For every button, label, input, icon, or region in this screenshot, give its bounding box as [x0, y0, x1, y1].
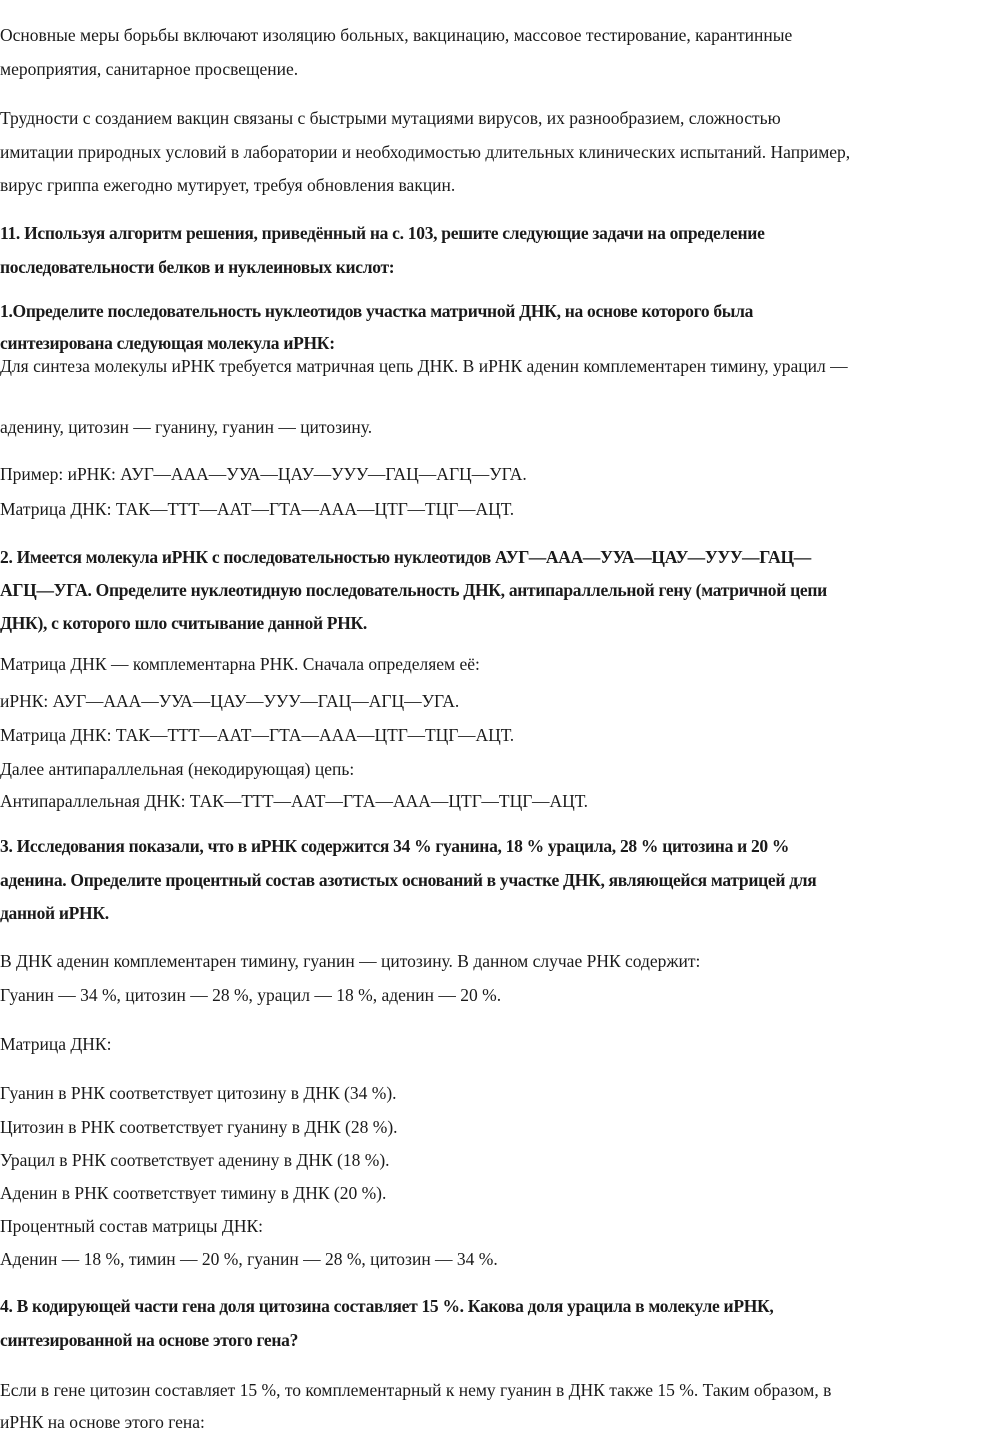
text-line: Основные меры борьбы включают изоляцию больных, вакцинацию, массовое тестирование, карантинные	[0, 25, 793, 45]
text-line: аденину, цитозин — гуанину, гуанин — цитозину.	[0, 417, 373, 437]
text-line: Гуанин в РНК соответствует цитозину в ДНК (34 %).	[0, 1083, 397, 1103]
text-line: мероприятия, санитарное просвещение.	[0, 59, 299, 79]
text-line: 1.Определите последовательность нуклеотидов участка матричной ДНК, на основе которого была	[0, 301, 754, 321]
text-line: иРНК: АУГ—ААА—УУА—ЦАУ—УУУ—ГАЦ—АГЦ—УГА.	[0, 691, 460, 711]
text-line: имитации природных условий в лаборатории и необходимостью длительных клинических испытаний. Например,	[0, 142, 851, 162]
text-line: синтезирована следующая молекула иРНК:	[0, 333, 335, 353]
text-line: иРНК на основе этого гена:	[0, 1412, 205, 1432]
text-line: АГЦ—УГА. Определите нуклеотидную последовательность ДНК, антипараллельной гену (матричной цепи	[0, 580, 827, 600]
text-line: аденина. Определите процентный состав азотистых оснований в участке ДНК, являющейся матрицей для	[0, 870, 817, 890]
text-line: 11. Используя алгоритм решения, приведённый на с. 103, решите следующие задачи на определение	[0, 223, 765, 243]
text-line: 3. Исследования показали, что в иРНК содержится 34 % гуанина, 18 % урацила, 28 % цитозина и 20 %	[0, 836, 790, 856]
text-line: Матрица ДНК — комплементарна РНК. Сначала определяем её:	[0, 654, 480, 674]
text-line: Матрица ДНК: ТАК—ТТТ—ААТ—ГТА—ААА—ЦТГ—ТЦГ—АЦТ.	[0, 725, 515, 745]
text-line: Аденин в РНК соответствует тимину в ДНК (20 %).	[0, 1183, 387, 1203]
text-line: Аденин — 18 %, тимин — 20 %, гуанин — 28 %, цитозин — 34 %.	[0, 1249, 498, 1269]
text-line: Далее антипараллельная (некодирующая) цепь:	[0, 759, 355, 779]
text-line: Цитозин в РНК соответствует гуанину в ДНК (28 %).	[0, 1117, 398, 1137]
text-line: Если в гене цитозин составляет 15 %, то комплементарный к нему гуанин в ДНК также 15 %. Таким образом, в	[0, 1380, 832, 1400]
text-line: Матрица ДНК: ТАК—ТТТ—ААТ—ГТА—ААА—ЦТГ—ТЦГ—АЦТ.	[0, 499, 515, 519]
text-line: 4. В кодирующей части гена доля цитозина составляет 15 %. Какова доля урацила в молекуле иРНК,	[0, 1296, 774, 1316]
text-line: последовательности белков и нуклеиновых кислот:	[0, 257, 395, 277]
text-line: ДНК), с которого шло считывание данной РНК.	[0, 613, 367, 633]
text-line: Антипараллельная ДНК: ТАК—ТТТ—ААТ—ГТА—ААА—ЦТГ—ТЦГ—АЦТ.	[0, 791, 589, 811]
text-line: синтезированной на основе этого гена?	[0, 1330, 299, 1350]
text-line: В ДНК аденин комплементарен тимину, гуанин — цитозину. В данном случае РНК содержит:	[0, 951, 701, 971]
text-line: Урацил в РНК соответствует аденину в ДНК (18 %).	[0, 1150, 390, 1170]
text-line: 2. Имеется молекула иРНК с последовательностью нуклеотидов АУГ—ААА—УУА—ЦАУ—УУУ—ГАЦ—	[0, 547, 811, 567]
text-line: вирус гриппа ежегодно мутирует, требуя обновления вакцин.	[0, 175, 456, 195]
text-line: Матрица ДНК:	[0, 1034, 112, 1054]
text-line: Трудности с созданием вакцин связаны с быстрыми мутациями вирусов, их разнообразием, сложностью	[0, 108, 781, 128]
text-line: Гуанин — 34 %, цитозин — 28 %, урацил — 18 %, аденин — 20 %.	[0, 985, 502, 1005]
text-line: Для синтеза молекулы иРНК требуется матричная цепь ДНК. В иРНК аденин комплементарен тимину, урацил —	[0, 356, 848, 376]
text-line: Пример: иРНК: АУГ—ААА—УУА—ЦАУ—УУУ—ГАЦ—АГЦ—УГА.	[0, 464, 527, 484]
text-line: данной иРНК.	[0, 903, 109, 923]
text-line: Процентный состав матрицы ДНК:	[0, 1216, 263, 1236]
